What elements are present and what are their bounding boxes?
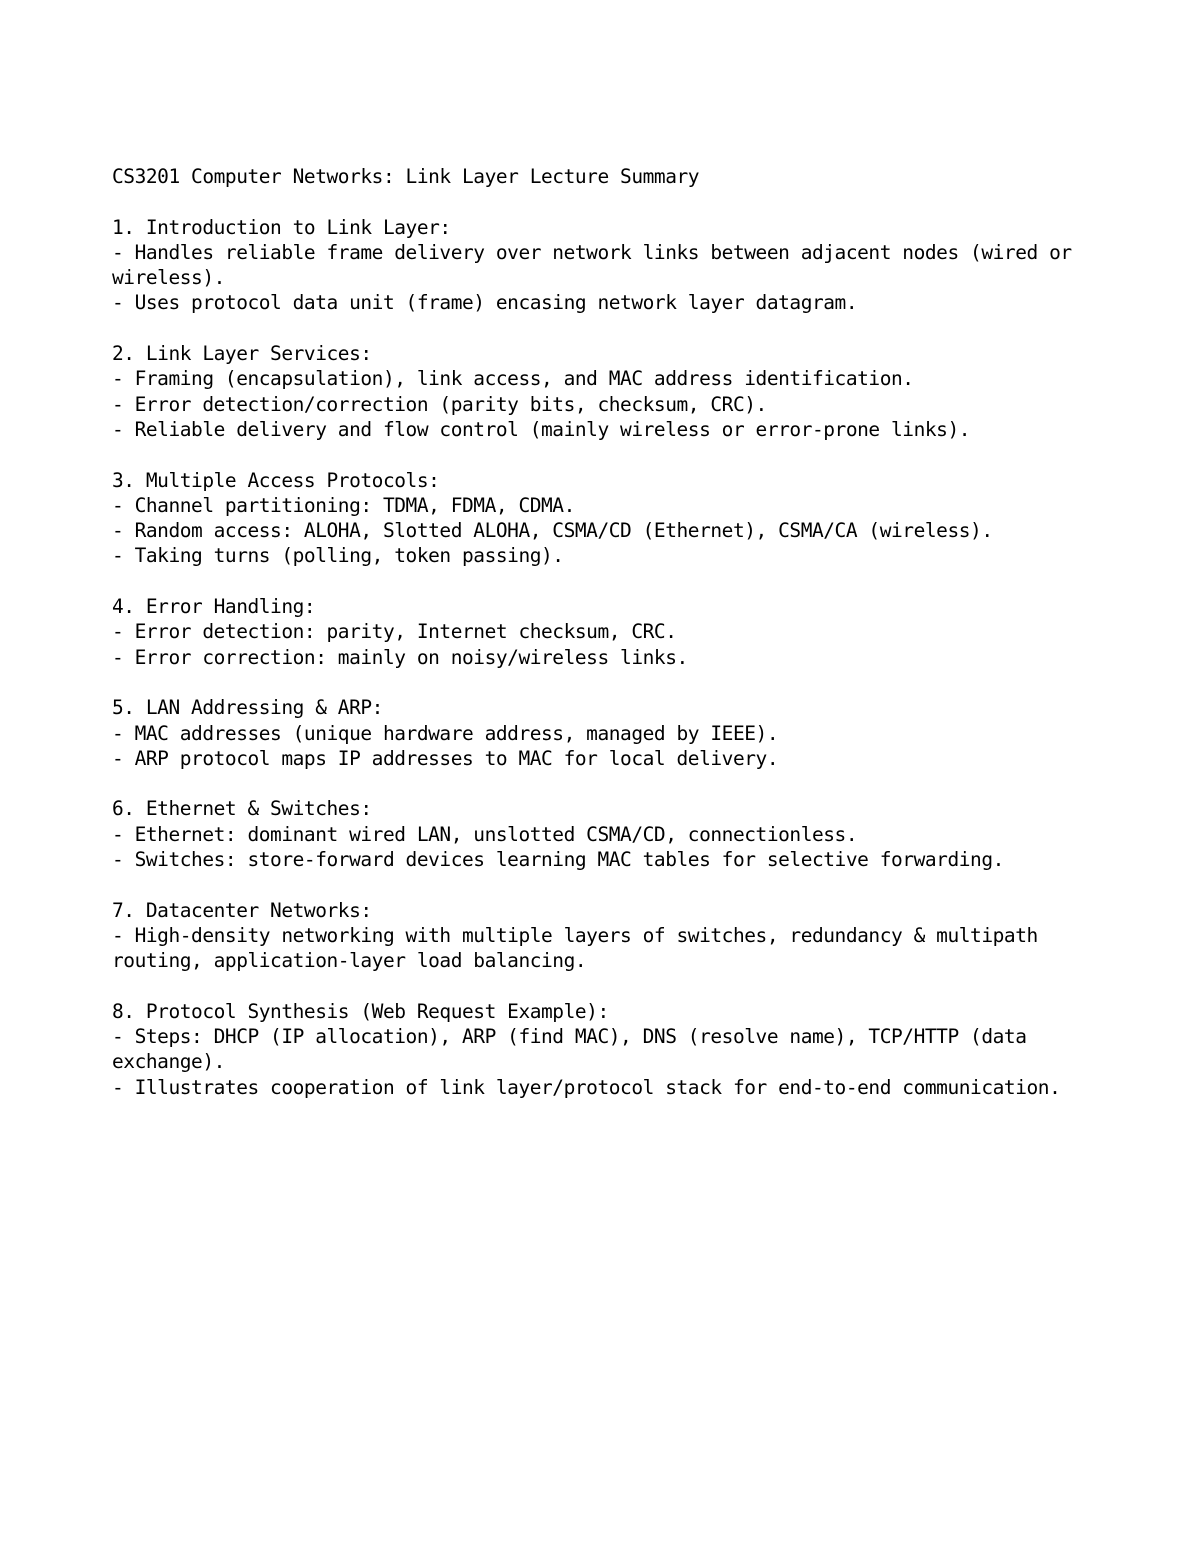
bullet-item: - ARP protocol maps IP addresses to MAC for local delivery.: [112, 746, 779, 770]
section-heading: 5. LAN Addressing & ARP:: [112, 696, 383, 720]
bullet-item: - Taking turns (polling, token passing).: [112, 544, 564, 568]
bullet-item: - Channel partitioning: TDMA, FDMA, CDMA.: [112, 493, 575, 517]
section-lan-addressing: [112, 695, 1092, 771]
section-error-handling: [112, 594, 1092, 670]
section-heading: 4. Error Handling:: [112, 595, 316, 619]
bullet-item: - High-density networking with multiple layers of switches, redundancy & multipath routing, application-layer load balancing.: [112, 923, 1050, 973]
section-link-layer-services: [112, 341, 1092, 442]
section-heading: 2. Link Layer Services:: [112, 342, 372, 366]
bullet-item: - Error detection/correction (parity bits, checksum, CRC).: [112, 392, 767, 416]
section-ethernet-switches: [112, 796, 1092, 872]
section-heading: 1. Introduction to Link Layer:: [112, 215, 451, 239]
section-heading: 8. Protocol Synthesis (Web Request Example):: [112, 999, 609, 1023]
section-heading: 7. Datacenter Networks:: [112, 898, 372, 922]
bullet-item: - Error detection: parity, Internet checksum, CRC.: [112, 620, 677, 644]
bullet-item: - Reliable delivery and flow control (mainly wireless or error-prone links).: [112, 417, 971, 441]
bullet-item: - Error correction: mainly on noisy/wireless links.: [112, 645, 688, 669]
section-multiple-access: [112, 468, 1092, 569]
section-heading: 6. Ethernet & Switches:: [112, 797, 372, 821]
bullet-item: - Switches: store-forward devices learning MAC tables for selective forwarding.: [112, 848, 1004, 872]
bullet-item: - Framing (encapsulation), link access, and MAC address identification.: [112, 367, 914, 391]
bullet-item: - MAC addresses (unique hardware address, managed by IEEE).: [112, 721, 779, 745]
bullet-item: - Random access: ALOHA, Slotted ALOHA, CSMA/CD (Ethernet), CSMA/CA (wireless).: [112, 519, 993, 543]
document-body: [112, 164, 1092, 1125]
bullet-item: - Steps: DHCP (IP allocation), ARP (find MAC), DNS (resolve name), TCP/HTTP (data exchange).: [112, 1025, 1038, 1074]
bullet-item: - Uses protocol data unit (frame) encasing network layer datagram.: [112, 291, 858, 315]
section-protocol-synthesis: [112, 999, 1092, 1100]
bullet-item: - Ethernet: dominant wired LAN, unslotted CSMA/CD, connectionless.: [112, 822, 858, 846]
bullet-item: - Handles reliable frame delivery over network links between adjacent nodes (wired or wireless).: [112, 240, 1083, 290]
section-heading: 3. Multiple Access Protocols:: [112, 468, 440, 492]
bullet-item: - Illustrates cooperation of link layer/protocol stack for end-to-end communication.: [112, 1075, 1061, 1099]
section-introduction: [112, 215, 1092, 316]
document-title: CS3201 Computer Networks: Link Layer Lecture Summary: [112, 165, 700, 188]
section-datacenter-networks: [112, 898, 1092, 974]
